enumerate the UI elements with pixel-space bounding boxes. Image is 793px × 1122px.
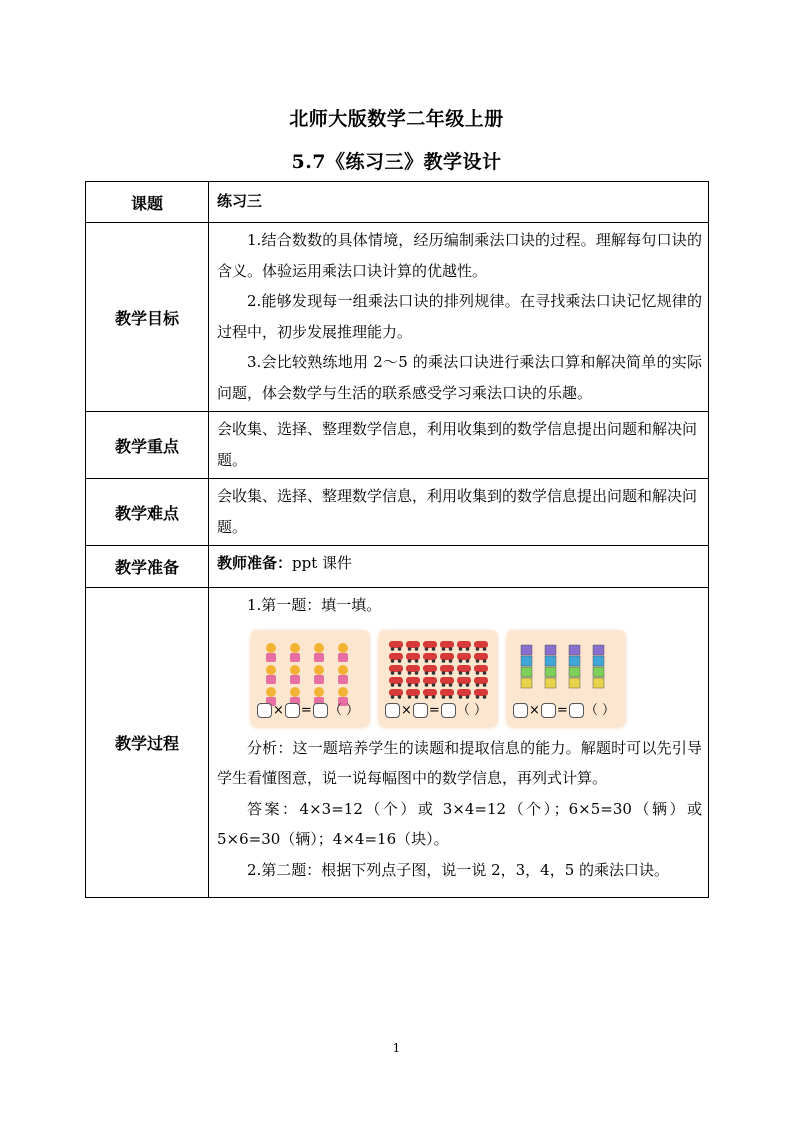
equation-blanks: × = （ ） [385, 703, 487, 719]
picture-girls [251, 631, 369, 727]
car-figure [389, 677, 403, 687]
cube-block [545, 656, 556, 666]
difficulties-label: 教学难点 [86, 479, 209, 546]
row-goals [86, 223, 709, 412]
preparation-label: 教学准备 [86, 546, 209, 588]
car-figure [423, 641, 437, 651]
girl-figure [290, 665, 300, 684]
cube-block [521, 645, 532, 655]
cube-block [569, 678, 580, 688]
car-figure [440, 641, 454, 651]
row-preparation [86, 546, 709, 588]
difficulties-value: 会收集、选择、整理数学信息，利用收集到的数学信息提出问题和解决问题。 [217, 487, 698, 536]
car-figure [389, 689, 403, 699]
preparation-value: ppt 课件 [292, 554, 353, 572]
car-figure [474, 653, 488, 663]
blank-box [413, 703, 428, 718]
car-figure [457, 677, 471, 687]
car-figure [474, 641, 488, 651]
girl-figure [338, 665, 348, 684]
car-figure [440, 665, 454, 675]
cube-block [569, 645, 580, 655]
car-figure [389, 653, 403, 663]
row-difficulties [86, 479, 709, 546]
girl-figure [338, 643, 348, 662]
girl-figure [266, 665, 276, 684]
topic-label: 课题 [86, 182, 209, 223]
document-title: 北师大版数学二年级上册 [289, 108, 504, 130]
question-2: 2.第二题：根据下列点子图，说一说 2，3，4，5 的乘法口诀。 [247, 860, 670, 879]
preparation-bold: 教师准备： [217, 554, 293, 572]
car-figure [474, 677, 488, 687]
car-figure [406, 641, 420, 651]
page-number: 1 [392, 1041, 401, 1055]
lesson-plan-table [85, 181, 709, 898]
car-figure [457, 665, 471, 675]
car-figure [457, 641, 471, 651]
question-1-pictures [217, 621, 702, 733]
key-points-label: 教学重点 [86, 412, 209, 479]
girl-figure [290, 643, 300, 662]
equation-blanks: × = （ ） [513, 703, 615, 719]
car-figure [389, 665, 403, 675]
blank-box [569, 703, 584, 718]
cube-block [521, 656, 532, 666]
cube-block [569, 656, 580, 666]
car-figure [440, 677, 454, 687]
car-figure [423, 677, 437, 687]
goal-2: 2.能够发现每一组乘法口诀的排列规律。在寻找乘法口诀记忆规律的过程中，初步发展推理能力。 [217, 292, 702, 341]
cube-block [569, 667, 580, 677]
car-figure [474, 665, 488, 675]
blank-box [441, 703, 456, 718]
car-figure [474, 689, 488, 699]
car-figure [406, 677, 420, 687]
blank-box [257, 703, 272, 718]
blank-box [513, 703, 528, 718]
girl-figure [314, 643, 324, 662]
cube-block [521, 678, 532, 688]
cube-block [545, 678, 556, 688]
cube-block [593, 678, 604, 688]
car-figure [423, 665, 437, 675]
blank-box [285, 703, 300, 718]
car-figure [406, 689, 420, 699]
cube-block [593, 656, 604, 666]
car-figure [440, 653, 454, 663]
cube-block [545, 667, 556, 677]
cube-block [593, 645, 604, 655]
row-key-points [86, 412, 709, 479]
cube-block [545, 645, 556, 655]
analysis-text: 分析：这一题培养学生的读题和提取信息的能力。解题时可以先引导学生看懂图意，说一说每幅图中的数学信息，再列式计算。 [217, 738, 702, 787]
equation-blanks: × = （ ） [257, 703, 359, 719]
car-figure [423, 689, 437, 699]
goal-3: 3.会比较熟练地用 2～5 的乘法口诀进行乘法口算和解决简单的实际问题，体会数学与生活的联系感受学习乘法口诀的乐趣。 [217, 353, 702, 402]
car-figure [389, 641, 403, 651]
girl-figure [314, 665, 324, 684]
question-1: 1.第一题：填一填。 [247, 596, 382, 614]
picture-cars [379, 631, 497, 727]
key-points-value: 会收集、选择、整理数学信息，利用收集到的数学信息提出问题和解决问题。 [217, 420, 698, 469]
car-figure [423, 653, 437, 663]
topic-value: 练习三 [217, 192, 263, 211]
girl-figure [266, 643, 276, 662]
answer-text: 答案：4×3=12（个）或 3×4=12（个）；6×5=30（辆）或 5×6=30（辆）；4×4=16（块）。 [217, 799, 702, 848]
car-figure [406, 653, 420, 663]
car-figure [406, 665, 420, 675]
goal-1: 1.结合数数的具体情境，经历编制乘法口诀的过程。理解每句口诀的含义。体验运用乘法口诀计算的优越性。 [217, 231, 702, 280]
process-label: 教学过程 [86, 588, 209, 898]
blank-box [313, 703, 328, 718]
row-process [86, 588, 709, 898]
picture-blocks [507, 631, 625, 727]
blank-box [385, 703, 400, 718]
goals-label: 教学目标 [86, 223, 209, 412]
cube-block [593, 667, 604, 677]
car-figure [457, 689, 471, 699]
row-topic [86, 182, 709, 223]
document-subtitle: 5.7《练习三》教学设计 [291, 151, 502, 173]
blank-box [541, 703, 556, 718]
cube-block [521, 667, 532, 677]
car-figure [457, 653, 471, 663]
car-figure [440, 689, 454, 699]
